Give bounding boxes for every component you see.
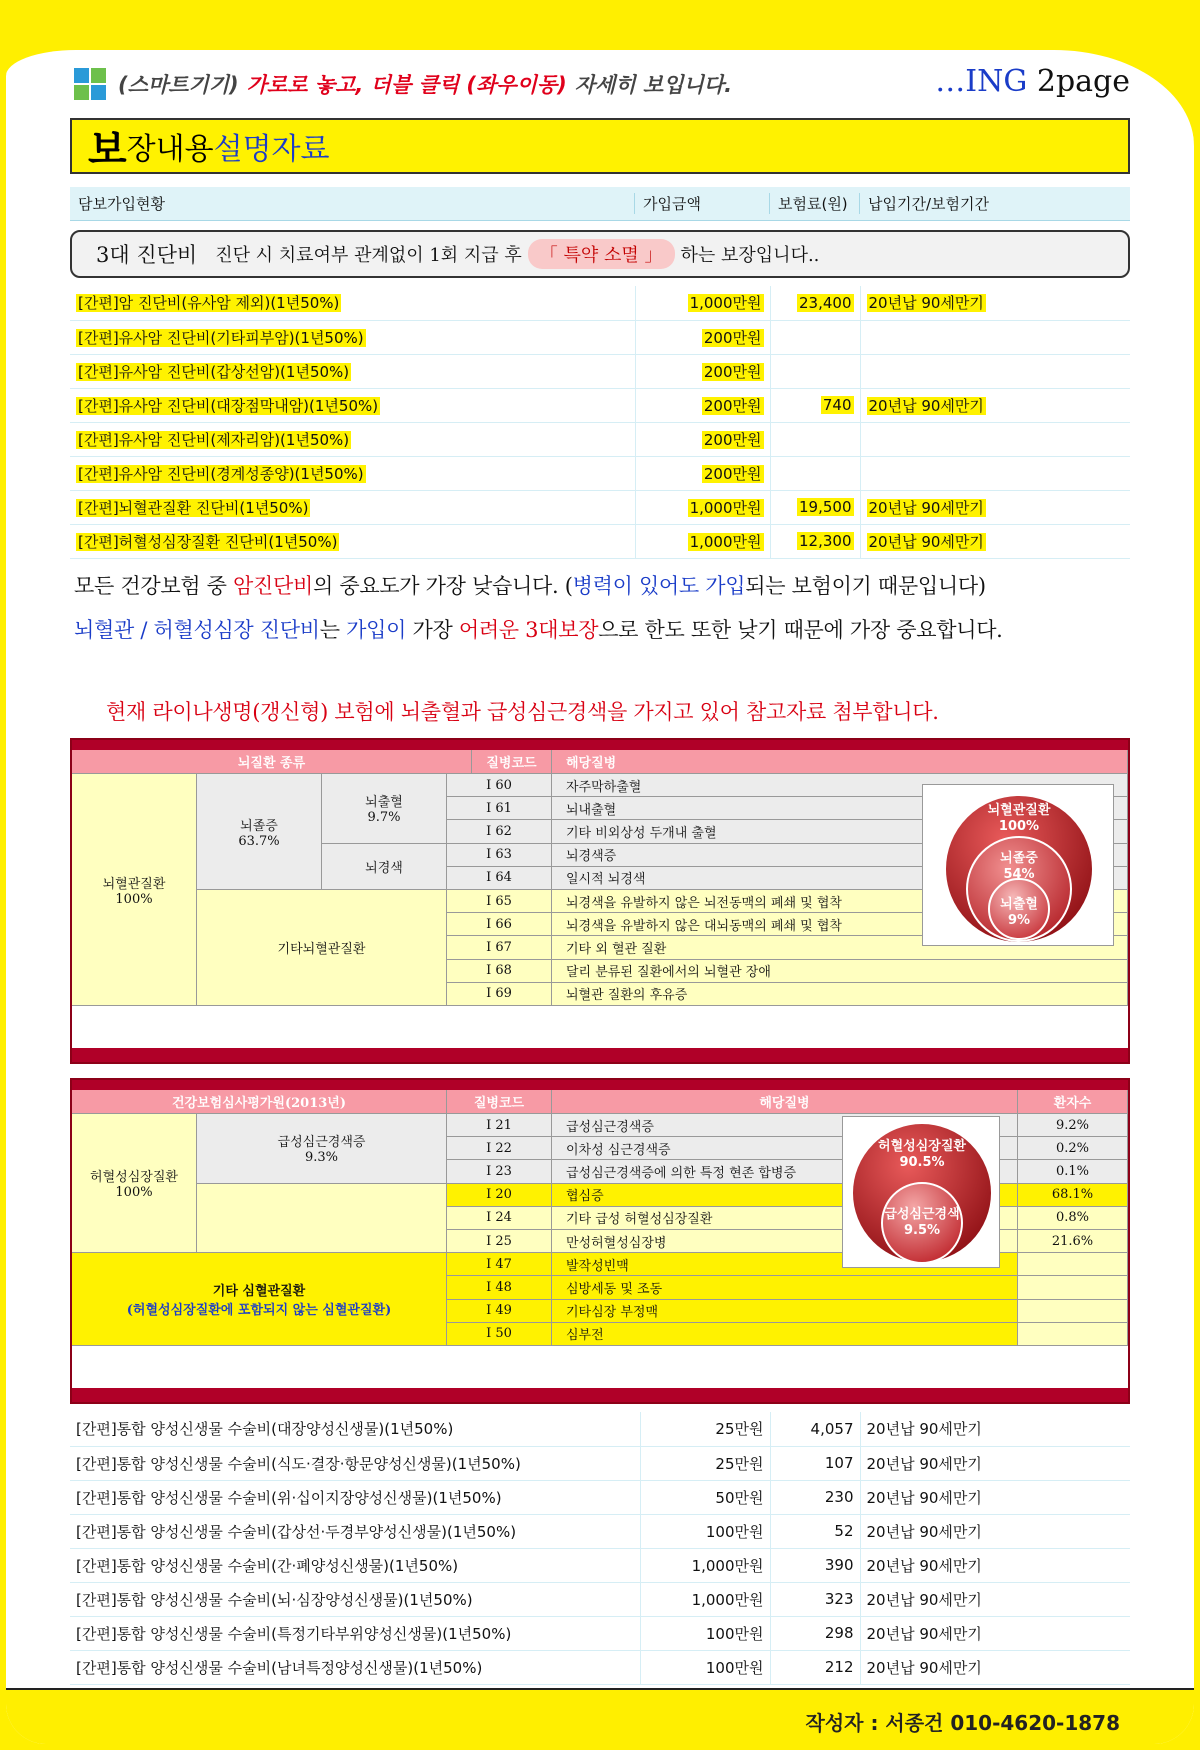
coverage-name	[70, 286, 635, 320]
heart-disease: 급성심근경색증	[552, 1114, 1018, 1137]
brain-group-pct: 100%	[115, 891, 153, 907]
brain-stroke-pct: 63.7%	[238, 833, 280, 849]
hint-prefix: (스마트기기)	[118, 73, 239, 97]
coverage-row	[70, 286, 1130, 320]
heart-ami	[197, 1114, 447, 1184]
brain-circle-inner-label	[923, 897, 1115, 929]
brain-stroke-name: 뇌졸증	[240, 818, 278, 834]
heart-patients	[1018, 1323, 1128, 1346]
surgery-name: [간편]통합 양성신생물 수술비(간·폐양성신생물)(1년50%)	[70, 1548, 640, 1582]
heart-other-name: 기타 심혈관질환	[212, 1284, 306, 1300]
surgery-name: [간편]통합 양성신생물 수술비(남녀특정양성신생물)(1년50%)	[70, 1650, 640, 1684]
surgery-row	[70, 1514, 1130, 1548]
brain-disease: 자주막하출혈	[552, 774, 1128, 797]
heart-disease: 심부전	[552, 1323, 1018, 1346]
brain-code: I 61	[447, 797, 552, 820]
author-info: 작성자 : 서종건 010-4620-1878	[805, 1711, 1120, 1735]
brain-disease: 뇌경색증	[552, 844, 1128, 867]
coverage-amount	[635, 388, 770, 422]
surgery-amount: 50만원	[640, 1480, 770, 1514]
comment-1c: 의 중요도가 가장 낮습니다. (	[312, 574, 573, 598]
coverage-header	[70, 187, 1130, 221]
ing-label: …ING	[935, 64, 1028, 99]
brain-code: I 64	[447, 867, 552, 890]
brain-circle-inner-label-text: 뇌출혈	[1000, 897, 1038, 912]
surgery-amount: 1,000만원	[640, 1582, 770, 1616]
brain-hemorrhage-name: 뇌출혈	[365, 795, 403, 811]
page-indicator	[935, 64, 1130, 99]
comment-2b: 는	[319, 618, 347, 642]
heart-code: I 22	[447, 1137, 552, 1160]
brain-disease: 뇌내출혈	[552, 797, 1128, 820]
logo-icon	[74, 68, 106, 100]
heart-patients: 21.6%	[1018, 1230, 1128, 1253]
heart-circle-outer-label-pct: 90.5%	[899, 1155, 945, 1170]
heart-code: I 48	[447, 1276, 552, 1299]
comment-1a: 모든 건강보험 중	[74, 574, 234, 598]
heart-circle-inner-label-text: 급성심근경색	[884, 1207, 960, 1222]
comment-2a: 뇌혈관 / 허혈성심장 진단비	[74, 618, 320, 642]
surgery-name: [간편]통합 양성신생물 수술비(갑상선·두경부양성신생물)(1년50%)	[70, 1514, 640, 1548]
coverage-premium	[770, 524, 860, 558]
brain-disease: 뇌경색을 유발하지 않은 대뇌동맥의 폐쇄 및 협착	[552, 913, 1128, 936]
surgery-premium: 230	[770, 1480, 860, 1514]
coverage-amount-text: 200만원	[703, 396, 762, 415]
surgery-name: [간편]통합 양성신생물 수술비(특정기타부위양성신생물)(1년50%)	[70, 1616, 640, 1650]
surgery-name: [간편]통합 양성신생물 수술비(식도·결장·항문양성신생물)(1년50%)	[70, 1446, 640, 1480]
surgery-amount: 1,000만원	[640, 1548, 770, 1582]
heart-ami-label	[278, 1131, 366, 1165]
comment-2c: 가입이	[346, 618, 407, 642]
heart-disease: 만성허혈성심장병	[552, 1230, 1018, 1253]
coverage-amount	[635, 354, 770, 388]
heart-code: I 47	[447, 1253, 552, 1276]
coverage-premium	[770, 388, 860, 422]
col-premium: 보험료(원)	[770, 193, 860, 214]
brain-hemorrhage-pct: 9.7%	[367, 810, 401, 826]
brain-disease: 기타 비외상성 두개내 출혈	[552, 820, 1128, 843]
brain-disease: 일시적 뇌경색	[552, 867, 1128, 890]
coverage-name	[70, 388, 635, 422]
heart-code: I 49	[447, 1300, 552, 1323]
heart-ami-name: 급성심근경색증	[277, 1135, 366, 1151]
brain-other: 기타뇌혈관질환	[197, 890, 447, 1006]
brain-infarction: 뇌경색	[322, 844, 447, 890]
heart-col-patients: 환자수	[1018, 1090, 1128, 1114]
notice-pill: 「 특약 소멸 」	[528, 239, 675, 269]
brain-code: I 69	[447, 983, 552, 1006]
coverage-row	[70, 388, 1130, 422]
heart-code: I 23	[447, 1160, 552, 1183]
comment-line-1	[74, 570, 986, 600]
surgery-period: 20년납 90세만기	[860, 1548, 1130, 1582]
hint-red: 가로로 놓고, 더블 클릭 (좌우이동)	[246, 73, 567, 97]
coverage-premium	[770, 286, 860, 320]
heart-group-name: 허혈성심장질환	[90, 1170, 178, 1186]
heart-other-note: (허혈성심장질환에 포함되지 않는 심혈관질환)	[126, 1303, 392, 1319]
comment-1d: 병력이 있어도 가입	[572, 574, 746, 598]
surgery-row	[70, 1446, 1130, 1480]
surgery-premium: 107	[770, 1446, 860, 1480]
brain-code: I 60	[447, 774, 552, 797]
coverage-name	[70, 354, 635, 388]
coverage-amount-text: 1,000만원	[689, 532, 762, 551]
brain-circles-chart	[922, 784, 1114, 946]
coverage-table	[70, 286, 1130, 559]
col-period: 납입기간/보험기간	[868, 195, 989, 213]
coverage-premium-text: 19,500	[799, 498, 852, 516]
brain-group-label	[103, 873, 166, 907]
title-blue: 설명자료	[213, 132, 330, 167]
col-amount: 가입금액	[635, 193, 770, 214]
brain-hemorrhage	[322, 774, 447, 844]
coverage-period	[860, 320, 1130, 354]
comment-1e: 되는 보험이기 때문입니다)	[745, 574, 986, 598]
comment-line-3: 현재 라이나생명(갱신형) 보험에 뇌출혈과 급성심근경색을 가지고 있어 참고자료 첨부합니다.	[106, 700, 939, 724]
coverage-amount-text: 200만원	[703, 328, 762, 347]
comment-line-2	[74, 614, 1003, 644]
brain-col-type: 뇌질환 종류	[72, 750, 472, 774]
coverage-period-text: 20년납 90세만기	[868, 498, 984, 517]
brain-code: I 67	[447, 936, 552, 959]
heart-patients: 0.1%	[1018, 1160, 1128, 1183]
coverage-premium-text: 23,400	[799, 293, 852, 312]
coverage-period-text: 20년납 90세만기	[868, 294, 984, 313]
brain-code: I 63	[447, 844, 552, 867]
page-title	[70, 118, 1130, 174]
brain-table-topbar	[72, 740, 1128, 750]
surgery-period: 20년납 90세만기	[860, 1616, 1130, 1650]
coverage-name-text: [간편]유사암 진단비(갑상선암)(1년50%)	[78, 362, 350, 381]
coverage-period	[860, 286, 1130, 320]
coverage-amount	[635, 524, 770, 558]
heart-ami-pct: 9.3%	[304, 1150, 339, 1166]
coverage-amount	[635, 286, 770, 320]
heart-col-disease: 해당질병	[552, 1090, 1018, 1114]
coverage-name-text: [간편]유사암 진단비(경계성종양)(1년50%)	[78, 464, 364, 483]
coverage-name-text: [간편]유사암 진단비(대장점막내암)(1년50%)	[78, 396, 379, 415]
surgery-premium: 323	[770, 1582, 860, 1616]
surgery-premium: 298	[770, 1616, 860, 1650]
brain-code: I 62	[447, 820, 552, 843]
heart-disease: 발작성빈맥	[552, 1253, 1018, 1276]
coverage-row	[70, 320, 1130, 354]
coverage-premium	[770, 490, 860, 524]
coverage-premium	[770, 456, 860, 490]
heart-code: I 20	[447, 1184, 552, 1207]
heart-col-code: 질병코드	[447, 1090, 552, 1114]
brain-circle-mid-label-text: 뇌졸중	[1000, 851, 1038, 866]
page-label: 2page	[1036, 64, 1130, 99]
heart-group-pct: 100%	[115, 1185, 153, 1201]
brain-code: I 66	[447, 913, 552, 936]
heart-ami-blank	[197, 1184, 447, 1254]
coverage-premium	[770, 422, 860, 456]
heart-patients: 68.1%	[1018, 1184, 1128, 1207]
heart-patients: 0.8%	[1018, 1207, 1128, 1230]
coverage-name-text: [간편]허혈성심장질환 진단비(1년50%)	[78, 532, 338, 551]
surgery-period: 20년납 90세만기	[860, 1514, 1130, 1548]
brain-disease: 뇌경색을 유발하지 않은 뇌전동맥의 폐쇄 및 협착	[552, 890, 1128, 913]
surgery-premium: 4,057	[770, 1412, 860, 1446]
coverage-amount-text: 200만원	[703, 362, 762, 381]
brain-col-code: 질병코드	[472, 750, 552, 774]
coverage-amount	[635, 422, 770, 456]
coverage-amount-text: 1,000만원	[689, 294, 762, 313]
heart-circle-outer-label-text: 허혈성심장질환	[878, 1139, 966, 1154]
brain-code: I 65	[447, 890, 552, 913]
coverage-premium	[770, 354, 860, 388]
coverage-period-text: 20년납 90세만기	[868, 532, 984, 551]
coverage-period-text: 20년납 90세만기	[868, 396, 984, 415]
heart-disease: 기타심장 부정맥	[552, 1300, 1018, 1323]
surgery-period: 20년납 90세만기	[860, 1650, 1130, 1684]
brain-circle-mid-label-pct: 54%	[1003, 867, 1035, 882]
notice-text1: 진단 시 치료여부 관계없이 1회 지급 후	[215, 245, 522, 266]
surgery-row	[70, 1616, 1130, 1650]
heart-table-bottombar	[72, 1388, 1128, 1402]
heart-circle-inner-label-pct: 9.5%	[903, 1223, 941, 1238]
coverage-amount-text: 200만원	[703, 464, 762, 483]
surgery-premium: 52	[770, 1514, 860, 1548]
heart-patients	[1018, 1276, 1128, 1299]
surgery-row	[70, 1480, 1130, 1514]
coverage-amount-text: 1,000만원	[689, 498, 762, 517]
brain-circle-inner-label-pct: 9%	[1007, 913, 1031, 928]
brain-stroke	[197, 774, 322, 890]
surgery-name: [간편]통합 양성신생물 수술비(위·십이지장양성신생물)(1년50%)	[70, 1480, 640, 1514]
coverage-name-text: [간편]뇌혈관질환 진단비(1년50%)	[78, 498, 309, 517]
heart-disease: 기타 급성 허혈성심장질환	[552, 1207, 1018, 1230]
surgery-amount: 100만원	[640, 1514, 770, 1548]
heart-code: I 50	[447, 1323, 552, 1346]
coverage-amount-text: 200만원	[703, 430, 762, 449]
brain-group-name: 뇌혈관질환	[102, 876, 166, 892]
coverage-premium	[770, 320, 860, 354]
coverage-period	[860, 388, 1130, 422]
col-coverage: 담보가입현황	[70, 193, 635, 214]
coverage-name-text: [간편]유사암 진단비(기타피부암)(1년50%)	[78, 328, 364, 347]
heart-other	[72, 1253, 447, 1346]
title-big: 보	[88, 125, 127, 173]
brain-circle-outer-label	[923, 803, 1115, 835]
surgery-name: [간편]통합 양성신생물 수술비(뇌·심장양성신생물)(1년50%)	[70, 1582, 640, 1616]
brain-code: I 68	[447, 960, 552, 983]
heart-disease: 이차성 심근경색증	[552, 1137, 1018, 1160]
coverage-premium-text: 740	[822, 396, 852, 414]
coverage-amount	[635, 456, 770, 490]
heart-patients	[1018, 1253, 1128, 1276]
brain-disease-table	[70, 738, 1130, 1064]
surgery-period: 20년납 90세만기	[860, 1446, 1130, 1480]
surgery-amount: 100만원	[640, 1616, 770, 1650]
surgery-premium: 390	[770, 1548, 860, 1582]
surgery-row	[70, 1412, 1130, 1446]
heart-code: I 24	[447, 1207, 552, 1230]
surgery-row	[70, 1582, 1130, 1616]
heart-group-label	[90, 1166, 178, 1200]
coverage-name	[70, 320, 635, 354]
heart-patients: 9.2%	[1018, 1114, 1128, 1137]
brain-circle-mid-label	[923, 851, 1115, 883]
brain-circle-outer-label-pct: 100%	[998, 819, 1040, 834]
surgery-period: 20년납 90세만기	[860, 1582, 1130, 1616]
heart-disease: 심방세동 및 조동	[552, 1276, 1018, 1299]
brain-stroke-label	[238, 815, 279, 849]
coverage-premium-text: 12,300	[799, 532, 852, 550]
brain-table-bottombar	[72, 1048, 1128, 1062]
footer-divider	[6, 1688, 1194, 1690]
heart-disease: 협심증	[552, 1184, 1018, 1207]
coverage-period	[860, 524, 1130, 558]
surgery-name: [간편]통합 양성신생물 수술비(대장양성신생물)(1년50%)	[70, 1412, 640, 1446]
heart-table-topbar	[72, 1080, 1128, 1090]
heart-patients: 0.2%	[1018, 1137, 1128, 1160]
brain-disease: 뇌혈관 질환의 후유증	[552, 983, 1128, 1006]
heart-disease-table	[70, 1078, 1130, 1404]
header-hint	[74, 66, 732, 102]
comment-2f: 으로 한도 또한 낮기 때문에 가장 중요합니다.	[598, 618, 1003, 642]
surgery-premium: 212	[770, 1650, 860, 1684]
brain-group	[72, 774, 197, 1006]
heart-circle-outer-label	[843, 1139, 1001, 1171]
coverage-period	[860, 490, 1130, 524]
surgery-row	[70, 1650, 1130, 1684]
hint-suffix: 자세히 보입니다.	[574, 73, 733, 97]
heart-group	[72, 1114, 197, 1253]
coverage-row	[70, 354, 1130, 388]
heart-circle-inner-label	[843, 1207, 1001, 1239]
heart-col-source: 건강보험심사평가원(2013년)	[72, 1090, 447, 1114]
coverage-name-text: [간편]유사암 진단비(제자리암)(1년50%)	[78, 430, 350, 449]
coverage-period	[860, 422, 1130, 456]
coverage-period	[860, 456, 1130, 490]
coverage-period	[860, 354, 1130, 388]
comment-2d: 가장	[406, 618, 459, 642]
coverage-name	[70, 456, 635, 490]
comment-2e: 어려운 3대보장	[458, 618, 599, 642]
notice-label: 3대 진단비	[96, 243, 198, 267]
brain-circle-outer-label-text: 뇌혈관질환	[987, 803, 1051, 818]
brain-hemorrhage-label	[365, 791, 403, 825]
brain-disease: 달리 분류된 질환에서의 뇌혈관 장애	[552, 960, 1128, 983]
notice-box	[70, 230, 1130, 278]
heart-circles-chart	[842, 1116, 1000, 1268]
heart-other-label	[127, 1280, 391, 1318]
notice-text2: 하는 보장입니다..	[680, 245, 820, 266]
surgery-amount: 25만원	[640, 1412, 770, 1446]
coverage-row	[70, 456, 1130, 490]
comment-1b: 암진단비	[233, 574, 313, 598]
surgery-period: 20년납 90세만기	[860, 1480, 1130, 1514]
coverage-name	[70, 490, 635, 524]
surgery-table	[70, 1412, 1130, 1685]
heart-code: I 25	[447, 1230, 552, 1253]
coverage-amount	[635, 320, 770, 354]
coverage-name	[70, 422, 635, 456]
coverage-row	[70, 490, 1130, 524]
brain-disease: 기타 외 혈관 질환	[552, 936, 1128, 959]
coverage-name	[70, 524, 635, 558]
coverage-amount	[635, 490, 770, 524]
coverage-name-text: [간편]암 진단비(유사암 제외)(1년50%)	[78, 294, 340, 313]
surgery-row	[70, 1548, 1130, 1582]
title-mid: 장내용	[126, 132, 214, 167]
surgery-amount: 100만원	[640, 1650, 770, 1684]
coverage-row	[70, 524, 1130, 558]
brain-col-disease: 해당질병	[552, 750, 1128, 774]
heart-disease: 급성심근경색증에 의한 특정 현존 합병증	[552, 1160, 1018, 1183]
surgery-amount: 25만원	[640, 1446, 770, 1480]
heart-code: I 21	[447, 1114, 552, 1137]
heart-patients	[1018, 1300, 1128, 1323]
surgery-period: 20년납 90세만기	[860, 1412, 1130, 1446]
coverage-row	[70, 422, 1130, 456]
